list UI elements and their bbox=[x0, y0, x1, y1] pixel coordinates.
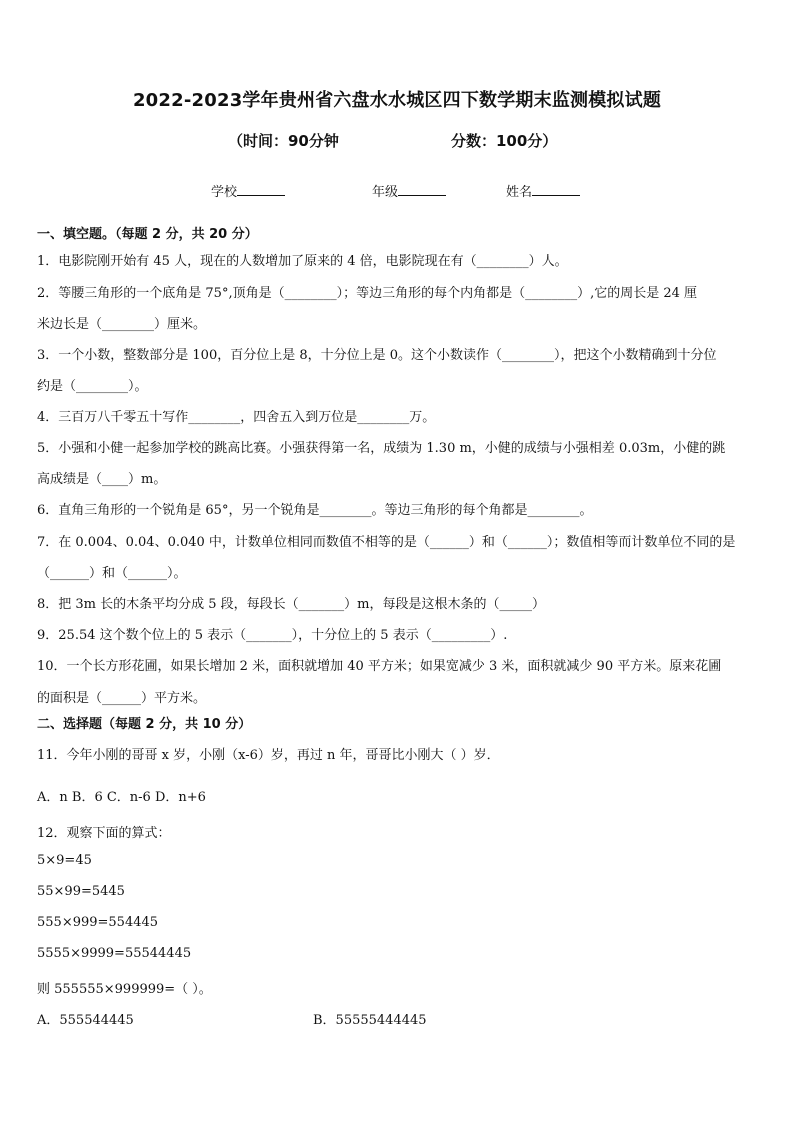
question-line: 11．今年小刚的哥哥 x 岁，小刚（x-6）岁，再过 n 年，哥哥比小刚大（ ）岁． bbox=[37, 748, 500, 763]
page-title: 2022-2023学年贵州省六盘水水城区四下数学期末监测模拟试题 bbox=[132, 90, 662, 111]
choice-option-b: B．55555444445 bbox=[313, 1013, 427, 1028]
formula-line: 5555×9999=55544445 bbox=[37, 946, 192, 961]
formula-line: 5×9=45 bbox=[37, 853, 92, 868]
question-line: 9．25.54 这个数个位上的 5 表示（_______），十分位上的 5 表示（_________）. bbox=[37, 628, 508, 643]
school-label: 学校 bbox=[211, 185, 238, 200]
time-label: （时间：90分钟 bbox=[228, 132, 339, 150]
score-label: 分数：100分） bbox=[451, 132, 558, 150]
section-choice: 二、选择题（每题 2 分，共 10 分） bbox=[37, 717, 252, 732]
question-line: 10．一个长方形花圃，如果长增加 2 米，面积就增加 40 平方米；如果宽减少 3 米，面积就减少 90 平方米。原来花圃 bbox=[37, 659, 722, 674]
question-line: 3．一个小数，整数部分是 100，百分位上是 8，十分位上是 0。这个小数读作（________），把这个小数精确到十分位 bbox=[37, 348, 717, 363]
school-blank bbox=[237, 183, 285, 196]
question-line: 4．三百万八千零五十写作________，四舍五入到万位是________万。 bbox=[37, 410, 436, 425]
name-blank bbox=[532, 183, 580, 196]
question-line: 12．观察下面的算式： bbox=[37, 826, 171, 841]
question-line: 6．直角三角形的一个锐角是 65°，另一个锐角是________。等边三角形的每个角都是________。 bbox=[37, 503, 593, 518]
question-line: 5．小强和小健一起参加学校的跳高比赛。小强获得第一名，成绩为 1.30 m，小健的成绩与小强相差 0.03m，小健的跳 bbox=[37, 441, 726, 456]
question-line: 1．电影院刚开始有 45 人，现在的人数增加了原来的 4 倍，电影院现在有（________）人。 bbox=[37, 254, 568, 269]
formula-line: 555×999=554445 bbox=[37, 915, 159, 930]
question-line: 7．在 0.004、0.04、0.040 中，计数单位相同而数值不相等的是（______）和（______）；数值相等而计数单位不同的是 bbox=[37, 535, 736, 550]
section-fill-in: 一、填空题。（每题 2 分，共 20 分） bbox=[37, 227, 258, 242]
choice-options: A．n B．6 C．n-6 D．n+6 bbox=[37, 790, 206, 805]
question-line: 的面积是（______）平方米。 bbox=[37, 691, 207, 706]
name-label: 姓名 bbox=[506, 185, 533, 200]
grade-blank bbox=[398, 183, 446, 196]
school-field bbox=[211, 181, 285, 200]
question-line: 高成绩是（____）m。 bbox=[37, 472, 167, 487]
grade-label: 年级 bbox=[372, 185, 399, 200]
question-line: 约是（________）。 bbox=[37, 379, 148, 394]
question-line: 则 555555×999999=（ ）。 bbox=[37, 982, 212, 997]
question-line: 米边长是（________）厘米。 bbox=[37, 317, 207, 332]
formula-line: 55×99=5445 bbox=[37, 884, 125, 899]
grade-field bbox=[372, 181, 446, 200]
choice-option-a: A．555544445 bbox=[37, 1013, 134, 1028]
question-line: 8．把 3m 长的木条平均分成 5 段，每段长（_______）m，每段是这根木条的（_____） bbox=[37, 597, 545, 612]
question-line: （______）和（______）。 bbox=[37, 566, 187, 581]
name-field bbox=[506, 181, 580, 200]
question-line: 2．等腰三角形的一个底角是 75°,顶角是（________）；等边三角形的每个内角都是（________）,它的周长是 24 厘 bbox=[37, 286, 698, 301]
